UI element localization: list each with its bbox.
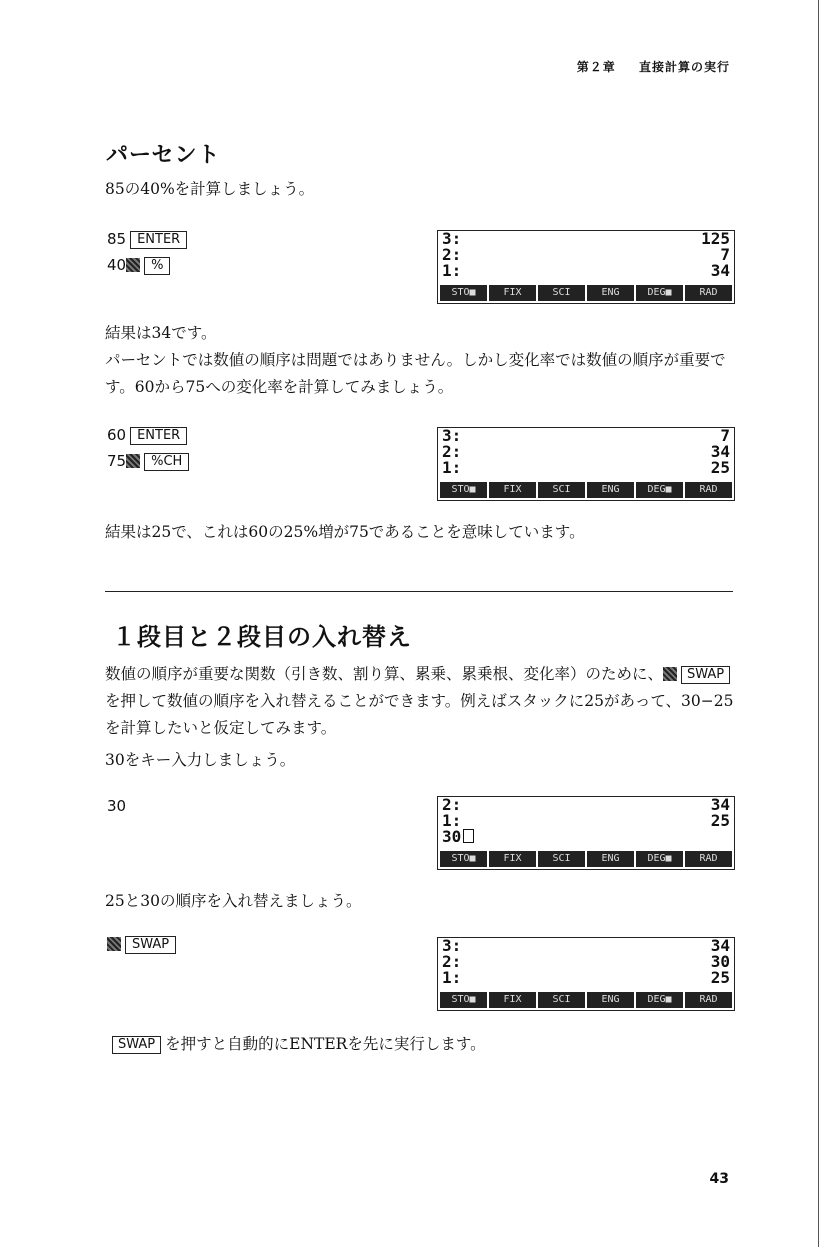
chapter-title: 直接計算の実行 <box>638 60 730 74</box>
calculator-display-3: 2: 34 1: 25 30 STO■ FIX SCI ENG DEG■ RAD <box>437 796 735 870</box>
section-title-swap: １段目と２段目の入れ替え <box>112 623 412 651</box>
swap-key: SWAP <box>681 666 730 684</box>
section-title-percent: パーセント <box>106 143 221 168</box>
final-note: SWAP を押すと自動的にENTERを先に実行します。 <box>112 1031 742 1058</box>
keystrokes-1: 85 ENTER 40 % <box>107 226 187 278</box>
percent-change-key: %CH <box>144 453 189 471</box>
keystrokes-3: 30 <box>107 797 127 815</box>
paragraph-1: パーセントでは数値の順序は問題ではありません。しかし変化率では数値の順序が重要です。60から75への変化率を計算してみましょう。 <box>105 351 726 396</box>
intro-text: 85の40%を計算しましょう。 <box>105 180 315 198</box>
soft-menu-bar: STO■ FIX SCI ENG DEG■ RAD <box>440 851 732 867</box>
chapter-label: 第２章 <box>576 60 616 74</box>
enter-key: ENTER <box>130 427 187 445</box>
calculator-display-2: 3: 7 2: 34 1: 25 STO■ FIX SCI ENG DEG■ RAD <box>437 427 735 501</box>
swap-key: SWAP <box>125 936 176 954</box>
enter-key: ENTER <box>130 231 187 249</box>
swap-key: SWAP <box>112 1036 161 1054</box>
result-text-1: 結果は34です。 <box>105 324 217 342</box>
paragraph-2: 数値の順序が重要な関数（引き数、割り算、累乗、累乗根、変化率）のために、 SWAPを押して数値の順序を入れ替えることができます。例えばスタックに25があって、30−25を計算したいと仮定してみます。 <box>105 665 734 737</box>
soft-menu-bar: STO■ FIX SCI ENG DEG■ RAD <box>440 482 732 498</box>
keystrokes-2: 60 ENTER 75 %CH <box>107 422 189 474</box>
soft-menu-bar: STO■ FIX SCI ENG DEG■ RAD <box>440 992 732 1008</box>
shift-key-icon <box>126 454 140 468</box>
calculator-display-4: 3: 34 2: 30 1: 25 STO■ FIX SCI ENG DEG■ RAD <box>437 937 735 1011</box>
page-number: 43 <box>709 1171 729 1187</box>
soft-menu-bar: STO■ FIX SCI ENG DEG■ RAD <box>440 285 732 301</box>
shift-key-icon <box>107 937 121 951</box>
shift-key-icon <box>126 258 140 272</box>
percent-key: % <box>144 257 170 275</box>
keystrokes-4 <box>107 931 176 957</box>
page-edge-rule <box>818 0 819 1247</box>
running-header <box>559 58 730 75</box>
paragraph-4: 25と30の順序を入れ替えましょう。 <box>105 892 362 910</box>
section-divider <box>105 591 733 592</box>
paragraph-3: 30をキー入力しましょう。 <box>105 751 296 769</box>
entry-line: 30 <box>442 827 462 846</box>
calculator-display-1: 3: 125 2: 7 1: 34 STO■ FIX SCI ENG DEG■ RAD <box>437 230 735 304</box>
result-text-2: 結果は25で、これは60の25%増が75であることを意味しています。 <box>105 523 585 541</box>
cursor-icon <box>463 829 474 843</box>
shift-key-icon <box>663 667 677 681</box>
